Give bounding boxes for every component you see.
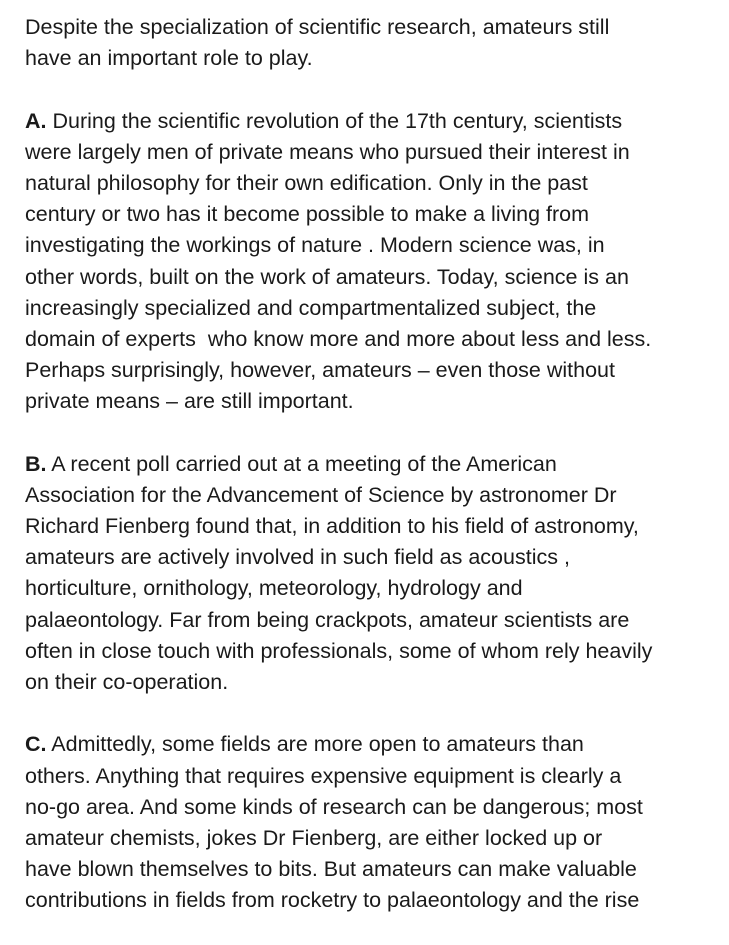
text-line: natural philosophy for their own edification. Only in the past bbox=[25, 170, 588, 195]
paragraph-b bbox=[25, 449, 729, 699]
text-line: have blown themselves to bits. But amateurs can make valuable bbox=[25, 857, 637, 882]
text-line: others. Anything that requires expensive equipment is clearly a bbox=[25, 763, 622, 788]
text-line: horticulture, ornithology, meteorology, hydrology and bbox=[25, 576, 523, 601]
text-line: increasingly specialized and compartmentalized subject, the bbox=[25, 295, 597, 320]
text-line: were largely men of private means who pursued their interest in bbox=[25, 139, 630, 164]
text-line: Association for the Advancement of Science by astronomer Dr bbox=[25, 482, 617, 507]
text-line: Perhaps surprisingly, however, amateurs – even those without bbox=[25, 358, 615, 383]
text-line: often in close touch with professionals, some of whom rely heavily bbox=[25, 638, 653, 663]
text-line: other words, built on the work of amateurs. Today, science is an bbox=[25, 264, 629, 289]
text-line: palaeontology. Far from being crackpots, amateur scientists are bbox=[25, 607, 630, 632]
text-line: Despite the specialization of scientific research, amateurs still bbox=[25, 15, 610, 39]
text-line: contributions in fields from rocketry to palaeontology and the rise bbox=[25, 888, 640, 913]
text-line: A recent poll carried out at a meeting of the American bbox=[46, 451, 557, 476]
paragraph-gap bbox=[25, 698, 729, 729]
document-page bbox=[25, 12, 729, 916]
paragraph-gap bbox=[25, 417, 729, 448]
text-line: During the scientific revolution of the 17th century, scientists bbox=[46, 108, 623, 133]
text-line: amateurs are actively involved in such field as acoustics , bbox=[25, 545, 570, 570]
text-line: domain of experts who know more and more about less and less. bbox=[25, 326, 652, 351]
text-line: investigating the workings of nature . Modern science was, in bbox=[25, 233, 605, 258]
text-line: private means – are still important. bbox=[25, 389, 354, 414]
text-line: no-go area. And some kinds of research can be dangerous; most bbox=[25, 794, 643, 819]
intro-paragraph bbox=[25, 12, 729, 74]
paragraph-label: B. bbox=[25, 451, 47, 476]
text-line: have an important role to play. bbox=[25, 46, 313, 71]
paragraph-label: C. bbox=[25, 732, 47, 757]
paragraph-a bbox=[25, 106, 729, 418]
text-line: amateur chemists, jokes Dr Fienberg, are either locked up or bbox=[25, 825, 603, 850]
text-line: century or two has it become possible to make a living from bbox=[25, 202, 590, 227]
paragraph-gap bbox=[25, 74, 729, 105]
paragraph-label: A. bbox=[25, 108, 47, 133]
paragraph-c bbox=[25, 729, 729, 916]
text-line: on their co-operation. bbox=[25, 669, 229, 694]
text-line: Richard Fienberg found that, in addition to his field of astronomy, bbox=[25, 514, 639, 538]
text-line: Admittedly, some fields are more open to amateurs than bbox=[46, 732, 584, 757]
